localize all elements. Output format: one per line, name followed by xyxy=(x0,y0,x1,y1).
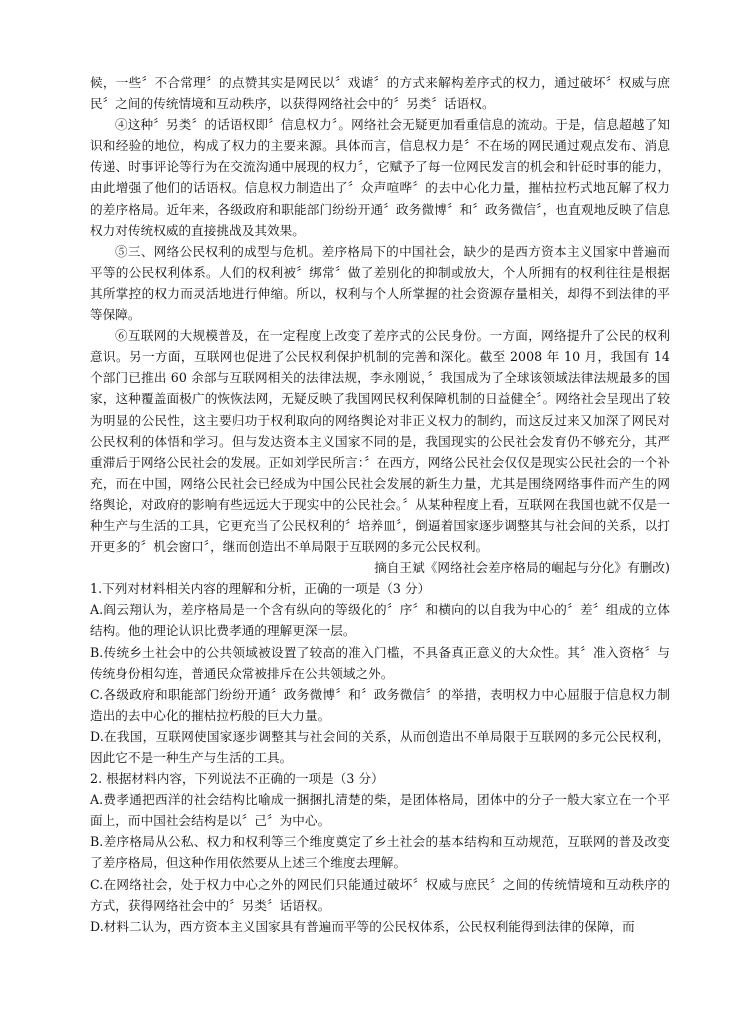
paragraph-6: ⑥互联网的大规模普及，在一定程度上改变了差序式的公民身份。一方面，网络提升了公民的权利意识。另一方面，互联网也促进了公民权利保护机制的完善和深化。截至 2008 年 10 月，我国有 14 个部门已推出 60 余部与互联网相关的法律法规，李永刚说，〞我国成为了全球该领域法律法规最多的国家，这种覆盖面极广的恢恢法网，无疑反映了我国网民权利保障机制的日益健全〞。网络社会呈现出了较为明显的公民性，这主要归功于权利取向的网络舆论对非正义权力的制约，而这反过来又加深了网民对公民权利的体悟和学习。但与发达资本主义国家不同的是，我国现实的公民社会发育仍不够充分，其严重滞后于网络公民社会的发展。正如刘学民所言：〞在西方，网络公民社会仅仅是现实公民社会的一个补充，而在中国，网络公民社会已经成为中国公民社会发展的新生力量，尤其是围绕网络事件而产生的网络舆论，对政府的影响有些远远大于现实中的公民社会。〞从某种程度上看，互联网在我国也就不仅是一种生产与生活的工具，它更充当了公民权利的〞培养皿〞，倒逼着国家逐步调整其与社会间的关系，以打开更多的〞机会窗口〞，继而创造出不单局限于互联网的多元公民权利。 xyxy=(90,328,670,555)
question-2 xyxy=(90,768,670,937)
question-stem: 2. 根据材料内容，下列说法不正确的一项是（3 分） xyxy=(90,771,384,787)
option-b: B.传统乡土社会中的公共领域被设置了较高的准入门槛，不具备真正意义的大众性。其〞准入资格〞与传统身份相勾连，普通民众常被排斥在公共领域之外。 xyxy=(90,644,670,681)
source-citation: 摘自王斌《网络社会差序格局的崛起与分化》有删改) xyxy=(374,560,670,576)
option-c: C.各级政府和职能部门纷纷开通〞政务微博〞和〞政务微信〞的举措，表明权力中心屈服于信息权力制造出的去中心化的摧枯拉朽般的巨大力量。 xyxy=(90,686,670,723)
document-page xyxy=(90,72,670,937)
option-d: D.材料二认为，西方资本主义国家具有普遍而平等的公民权体系，公民权利能得到法律的保障，而 xyxy=(90,918,635,934)
paragraph-continuation: 候，一些〞不合常理〞的点赞其实是网民以〞戏谑〞的方式来解构差序式的权力，通过破坏〞权威与庶民〞之间的传统情境和互动秩序，以获得网络社会中的〞另类〞话语权。 xyxy=(90,75,670,112)
paragraph-5: ⑤三、网络公民权利的成型与危机。差序格局下的中国社会，缺少的是西方资本主义国家中普遍而平等的公民权利体系。人们的权利被〞绑常〞做了差别化的抑制或放大，个人所拥有的权利往往是根据其所掌控的权力而灵活地进行伸缩。所以，权利与个人所掌握的社会资源存量相关，却得不到法律的平等保障。 xyxy=(90,243,670,323)
question-stem: 1.下列对材料相关内容的理解和分析，正确的一项是（3 分） xyxy=(90,581,431,597)
option-b: B.差序格局从公私、权力和权利等三个维度奠定了乡土社会的基本结构和互动规范，互联网的普及改变了差序格局，但这种作用依然要从上述三个维度去理解。 xyxy=(90,834,670,871)
paragraph-4: ④这种〞另类〞的话语权即〞信息权力〞。网络社会无疑更加看重信息的流动。于是，信息超越了知识和经验的地位，构成了权力的主要来源。具体而言，信息权力是〞不在场的网民通过观点发布、消息传递、时事评论等行为在交流沟通中展现的权力〞，它赋予了每一位网民发言的机会和针砭时事的能力，由此增强了他们的话语权。信息权力制造出了〞众声喧哗〞的去中心化力量，摧枯拉朽式地瓦解了权力的差序格局。近年来，各级政府和职能部门纷纷开通〞政务微博〞和〞政务微信〞，也直观地反映了信息权力对传统权威的直接挑战及其效果。 xyxy=(90,117,670,238)
option-c: C.在网络社会，处于权力中心之外的网民们只能通过破坏〞权威与庶民〞之间的传统情境和互动秩序的方式，获得网络社会中的〞另类〞话语权。 xyxy=(90,876,670,913)
option-a: A.费孝通把西洋的社会结构比喻成一捆捆扎清楚的柴，是团体格局，团体中的分子一般大家立在一个平面上，而中国社会结构是以〞己〞为中心。 xyxy=(90,792,670,829)
option-d: D.在我国，互联网使国家逐步调整其与社会间的关系，从而创造出不单局限于互联网的多元公民权利，因此它不是一种生产与生活的工具。 xyxy=(90,728,670,765)
option-a: A.阎云翔认为，差序格局是一个含有纵向的等级化的〞序〞和横向的以自我为中心的〞差〞组成的立体结构。他的理论认识比费孝通的理解更深一层。 xyxy=(90,602,670,639)
question-1 xyxy=(90,578,670,768)
